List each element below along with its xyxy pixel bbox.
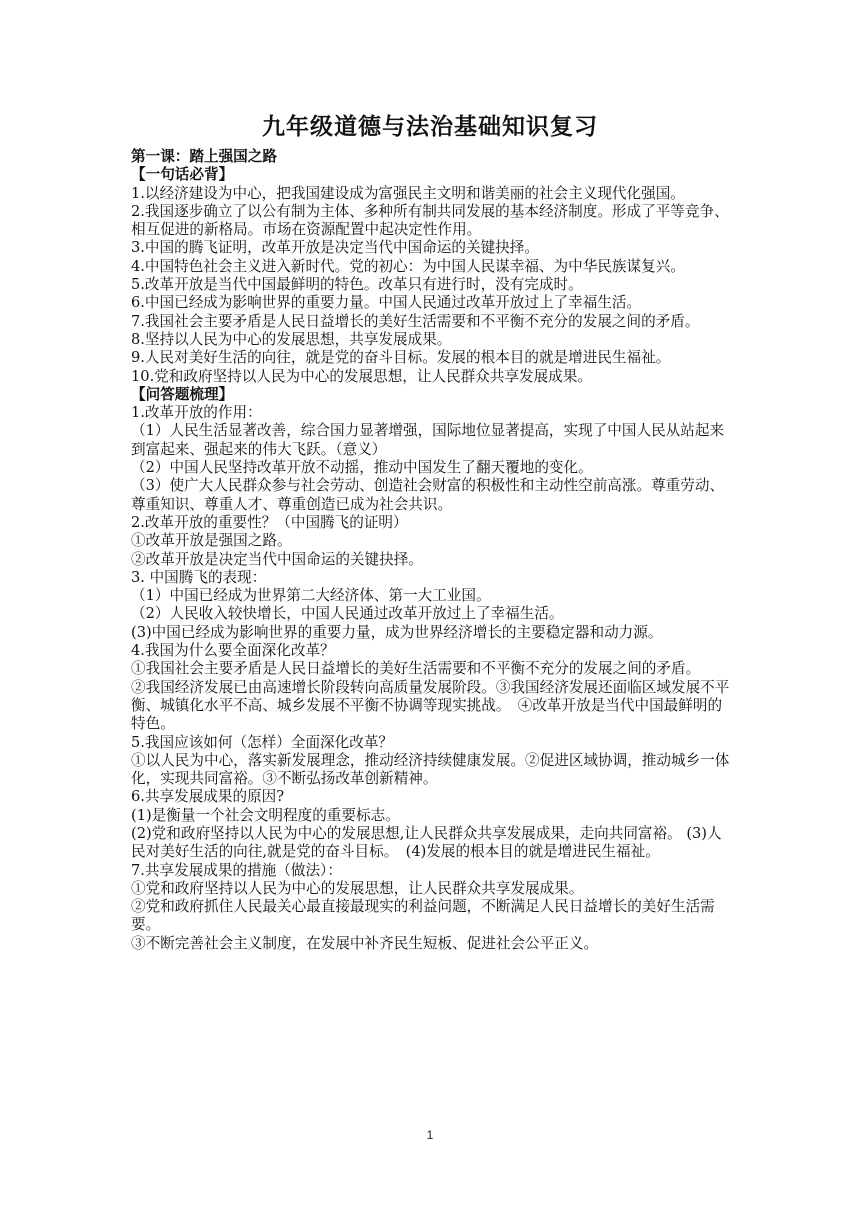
text-line: 2.我国逐步确立了以公有制为主体、多种所有制共同发展的基本经济制度。形成了平等竞争、相互促进的新格局。市场在资源配置中起决定性作用。 (131, 202, 729, 239)
section-heading: 【问答题梳理】 (131, 385, 234, 403)
text-line: ③不断完善社会主义制度，在发展中补齐民生短板、促进社会公平正义。 (131, 934, 599, 952)
text-line: 3.中国的腾飞证明，改革开放是决定当代中国命运的关键抉择。 (131, 239, 539, 257)
text-line: （3）使广大人民群众参与社会劳动、创造社会财富的积极性和主动性空前高涨。尊重劳动、尊重知识、尊重人才、尊重创造已成为社会共识。 (131, 477, 725, 513)
text-line: 3. 中国腾飞的表现： (131, 568, 267, 586)
text-line: (3)中国已经成为影响世界的重要力量，成为世界经济增长的主要稳定器和动力源。 (131, 623, 663, 641)
text-line: 1.以经济建设为中心，把我国建设成为富强民主文明和谐美丽的社会主义现代化强国。 (131, 184, 685, 202)
section-heading: 第一课：踏上强国之路 (131, 148, 277, 165)
text-line: ①改革开放是强国之路。 (131, 532, 292, 550)
page-number: 1 (426, 1128, 434, 1142)
text-line: 8.坚持以人民为中心的发展思想，共享发展成果。 (131, 330, 452, 348)
text-line: ①我国社会主要矛盾是人民日益增长的美好生活需要和不平衡不充分的发展之间的矛盾。 ②我国经济发展已由高速增长阶段转向高质量发展阶段。③我国经济发展还面临区域发展不平衡、城镇化水平不高、城乡发展不平衡不协调等现实挑战。 ④改革开放是当代中国最鲜明的特色。 (131, 660, 730, 733)
document-body (131, 148, 731, 953)
text-line: ②党和政府抓住人民最关心最直接最现实的利益问题，不断满足人民日益增长的美好生活需要。 (131, 898, 715, 934)
text-line: 6.中国已经成为影响世界的重要力量。中国人民通过改革开放过上了幸福生活。 (131, 294, 642, 312)
text-line: ①党和政府坚持以人民为中心的发展思想，让人民群众共享发展成果。 (131, 879, 584, 897)
document-title: 九年级道德与法治基础知识复习 (262, 113, 598, 140)
text-line: (1)是衡量一个社会文明程度的重要标志。 (131, 806, 400, 824)
text-line: 1.改革开放的作用： (131, 404, 262, 422)
text-line: （1）中国已经成为世界第二大经济体、第一大工业国。 (131, 587, 491, 605)
text-line: 4.中国特色社会主义进入新时代。党的初心：为中国人民谋幸福、为中华民族谋复兴。 (131, 257, 685, 275)
text-line: 7.我国社会主要矛盾是人民日益增长的美好生活需要和不平衡不充分的发展之间的矛盾。 (131, 312, 700, 330)
text-line: 2.改革开放的重要性？（中国腾飞的证明） (131, 513, 408, 531)
text-line: 9.人民对美好生活的向往，就是党的奋斗目标。发展的根本目的就是增进民生福祉。 (131, 349, 671, 367)
text-line: 10.党和政府坚持以人民为中心的发展思想，让人民群众共享发展成果。 (131, 367, 593, 385)
text-line: 5.我国应该如何（怎样）全面深化改革？ (131, 733, 394, 751)
text-line: 7.共享发展成果的措施（做法）： (131, 861, 342, 879)
text-line: （1）人民生活显著改善，综合国力显著增强，国际地位显著提高，实现了中国人民从站起来到富起来、强起来的伟大飞跃。（意义） (131, 422, 725, 458)
text-line: (2)党和政府坚持以人民为中心的发展思想,让人民群众共享发展成果，走向共同富裕。 (3)人民对美好生活的向往,就是党的奋斗目标。 (4)发展的根本目的就是增进民生福祉。 (131, 824, 722, 861)
text-line: ①以人民为中心，落实新发展理念，推动经济持续健康发展。②促进区域协调，推动城乡一体化，实现共同富裕。③不断弘扬改革创新精神。 (131, 751, 730, 788)
text-line: 6.共享发展成果的原因? (131, 788, 285, 806)
text-line: 4.我国为什么要全面深化改革？ (131, 642, 335, 660)
text-line: （2）人民收入较快增长，中国人民通过改革开放过上了幸福生活。 (131, 605, 564, 623)
text-line: ②改革开放是决定当代中国命运的关键抉择。 (131, 550, 423, 568)
text-line: （2）中国人民坚持改革开放不动摇，推动中国发生了翻天覆地的变化。 (131, 459, 593, 477)
text-line: 5.改革开放是当代中国最鲜明的特色。改革只有进行时，没有完成时。 (131, 276, 583, 294)
section-heading: 【一句话必背】 (131, 166, 234, 184)
